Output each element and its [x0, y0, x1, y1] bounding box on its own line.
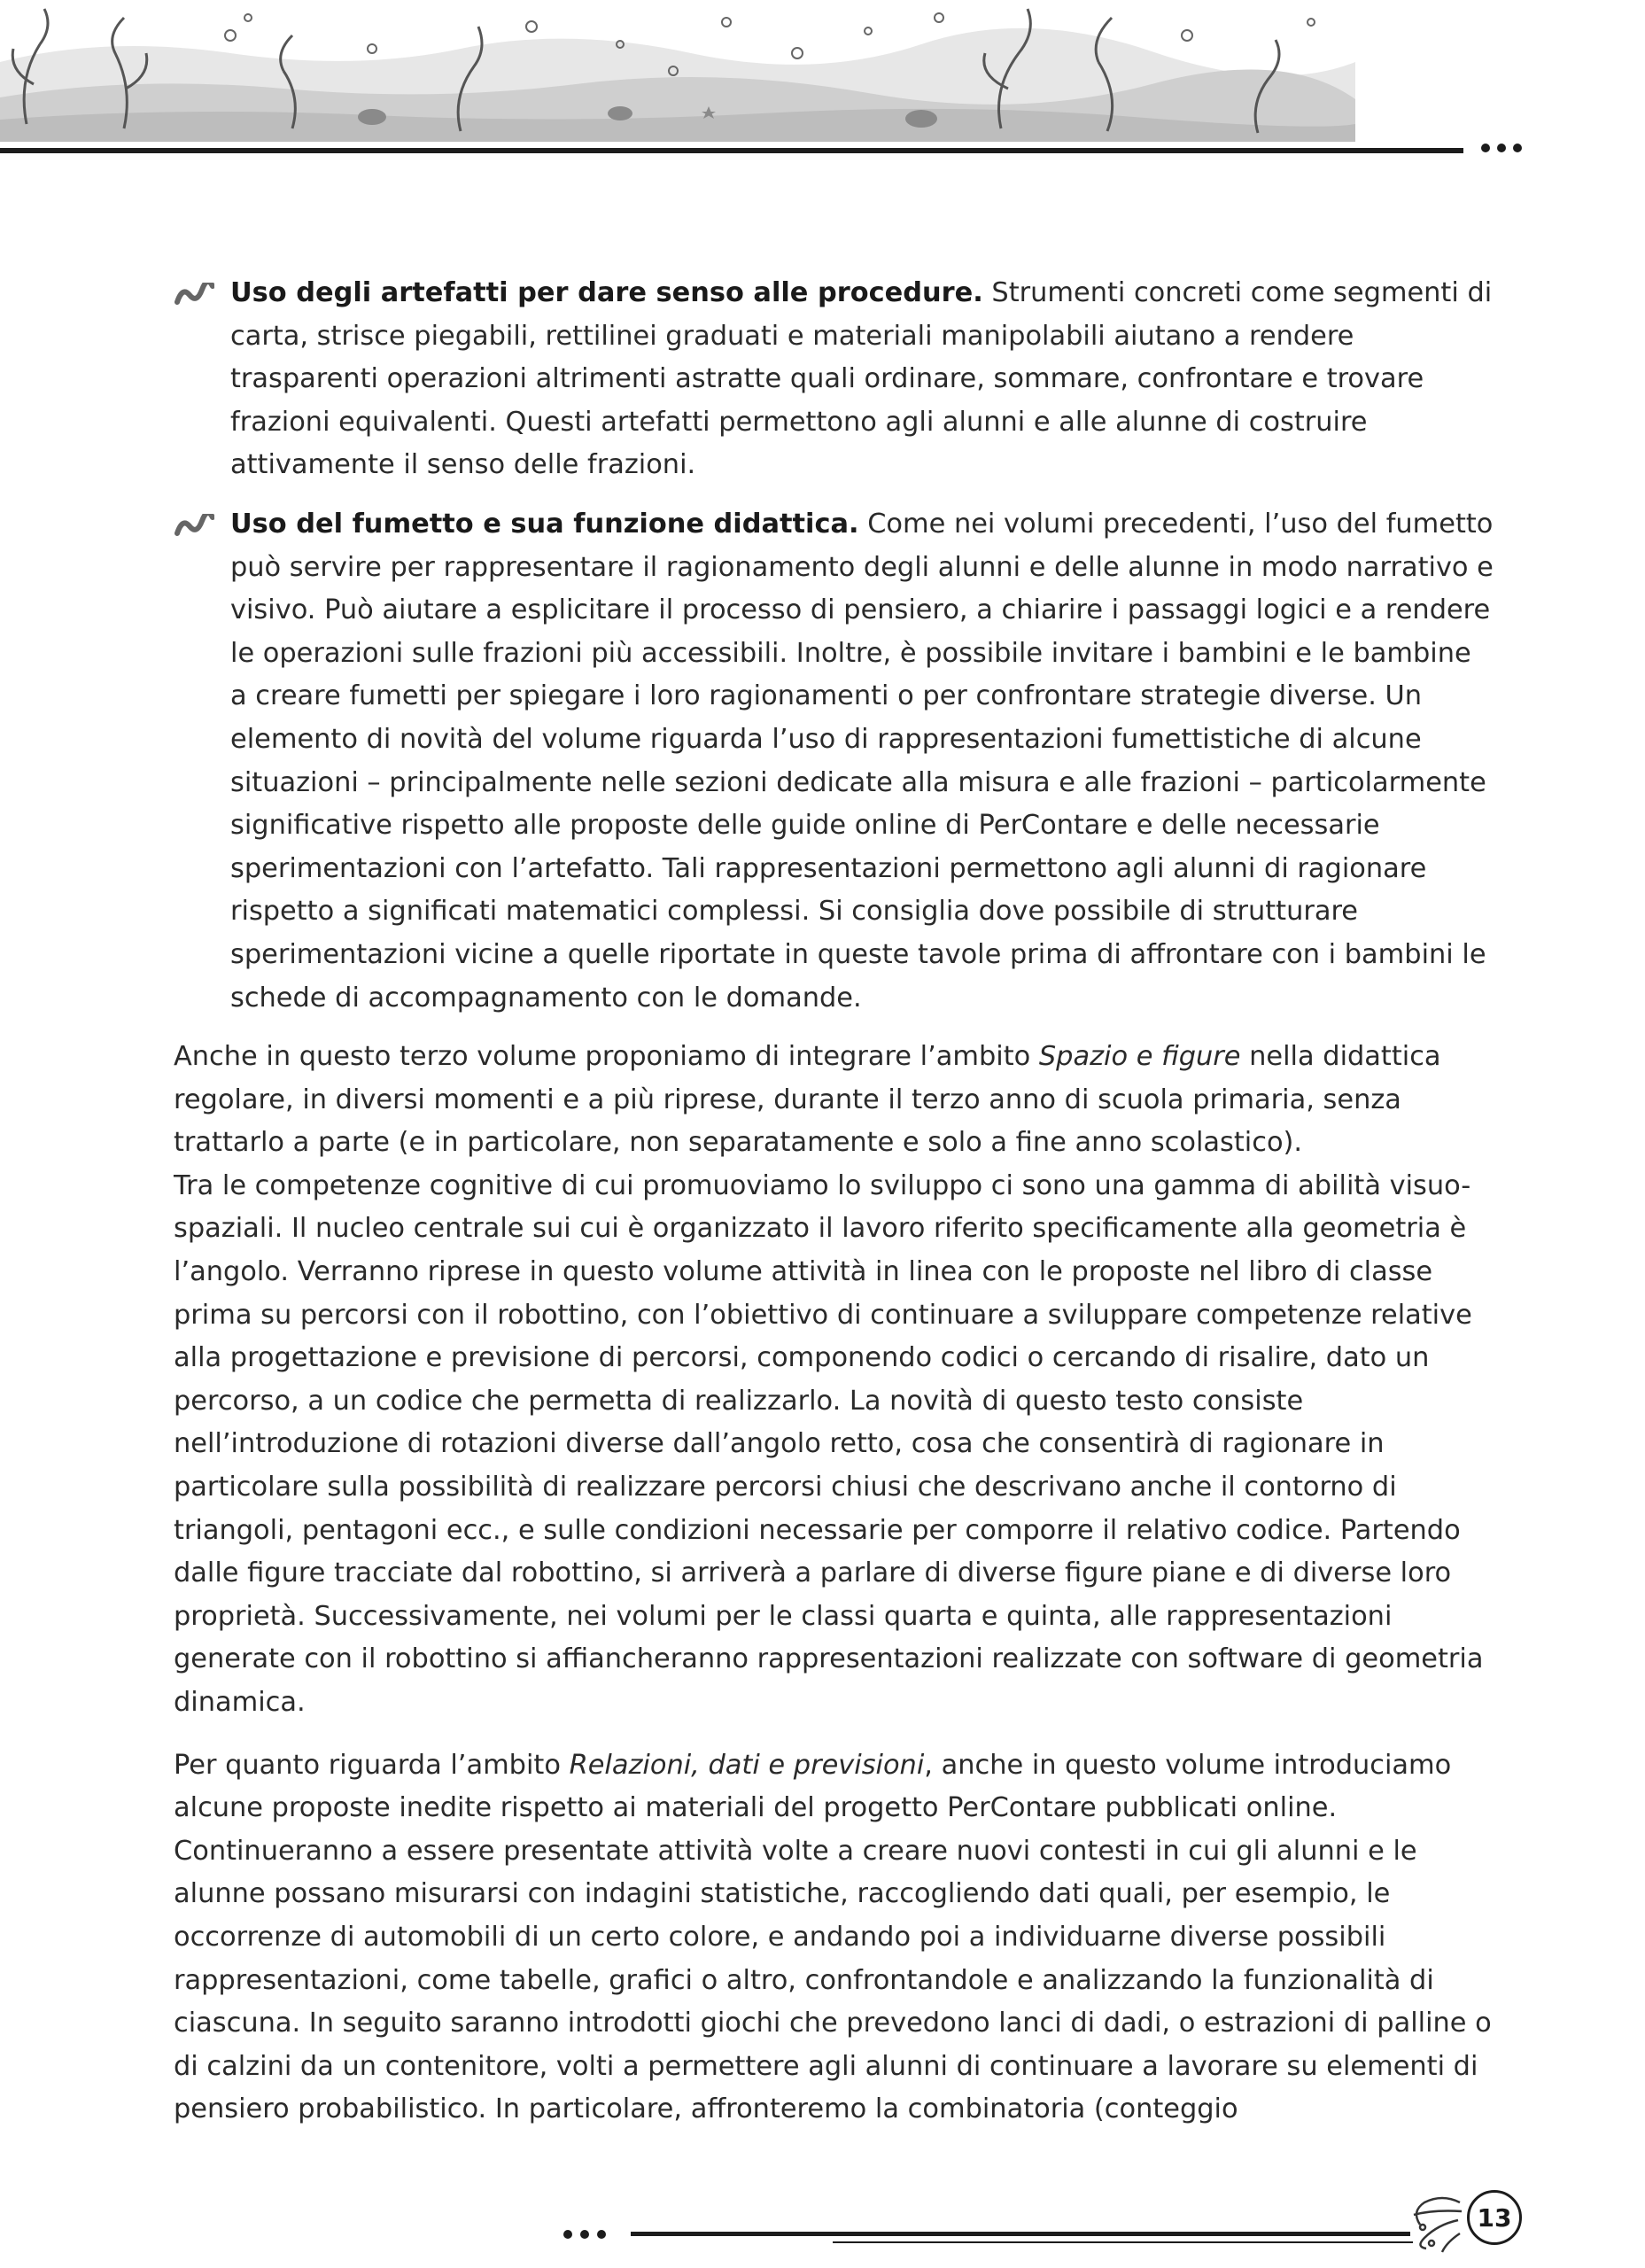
- bullet-lead: Uso degli artefatti per dare senso alle procedure.: [230, 277, 983, 308]
- paragraph-text: , anche in questo volume introduciamo alcune proposte inedite rispetto ai materiali del progetto PerContare pubblicati online. Continueranno a essere presentate attività volte a creare nuovi contesti in cui gli alunni e le alunne possano misurarsi con indagini statistiche, raccogliendo dati quali, per esempio, le occorrenze di automobili di un certo colore, e andando poi a individuarne diverse possibili rappresentazioni, come tabelle, grafici o altro, confrontandole e analizzando la funzionalità di ciascuna. In seguito saranno introdotti giochi che prevedono lanci di dadi, o estrazioni di palline o di calzini da un contenitore, volti a permettere agli alunni di continuare a lavorare su elementi di pensiero probabilistico. In particolare, affronteremo la combinatoria (conteggio: [174, 1749, 1492, 2125]
- dot: [1481, 144, 1490, 152]
- italic-term: Relazioni, dati e previsioni: [569, 1749, 925, 1781]
- paragraph: Tra le competenze cognitive di cui promuoviamo lo sviluppo ci sono una gamma di abilità visuo-spaziali. Il nucleo centrale sui cui è organizzato il lavoro riferito specificamente alla geometria è l’angolo. Verranno riprese in questo volume attività in linea con le proposte nel libro di classe prima su percorsi con il robottino, con l’obiettivo di continuare a sviluppare competenze relative alla progettazione e previsione di percorsi, componendo codici o cercando di risalire, dato un percorso, a un codice che permetta di realizzarlo. La novità di questo testo consiste nell’introduzione di rotazioni diverse dall’angolo retto, cosa che consentirà di ragionare in particolare sulla possibilità di realizzare percorsi chiusi che descrivano anche il contorno di triangoli, pentagoni ecc., e sulle condizioni necessarie per comporre il relativo codice. Partendo dalle figure tracciate dal robottino, si arriverà a parlare di diverse figure piane e di diverse loro proprietà. Successivamente, nei volumi per le classi quarta e quinta, alle rappresentazioni generate con il robottino si affiancheranno rappresentazioni realizzate con software di geometria dinamica.: [174, 1169, 1484, 1718]
- paragraph: [174, 1744, 1494, 2132]
- footer-dots: [563, 2227, 617, 2241]
- bullet-lead: Uso del fumetto e sua funzione didattica.: [230, 508, 859, 540]
- paragraph-text: nella didattica regolare, in diversi momenti e a più riprese, durante il terzo anno di scuola primaria, senza trattarlo a parte (e in particolare, non separatamente e solo a fine anno scolastico).: [174, 1041, 1441, 1159]
- header-rule: [0, 148, 1463, 153]
- bullet-item: [174, 272, 1494, 487]
- wave-bullet-icon: [174, 283, 214, 306]
- bullet-text: Strumenti concreti come segmenti di carta, strisce piegabili, rettilinei graduati e materiali manipolabili aiutano a rendere trasparenti operazioni altrimenti astratte quali ordinare, sommare, confrontare e trovare frazioni equivalenti. Questi artefatti permettono agli alunni e alle alunne di costruire attivamente il senso delle frazioni.: [230, 277, 1493, 481]
- footer-rule-thin: [833, 2241, 1413, 2243]
- footer-rule: [631, 2232, 1410, 2236]
- italic-term: Spazio e figure: [1038, 1041, 1241, 1073]
- bullet-item: [174, 503, 1494, 1020]
- bullet-text: Come nei volumi precedenti, l’uso del fumetto può servire per rappresentare il ragionamento degli alunni e delle alunne in modo narrativo e visivo. Può aiutare a esplicitare il processo di pensiero, a chiarire i passaggi logici e a rendere le operazioni sulle frazioni più accessibili. Inoltre, è possibile invitare i bambini e le bambine a creare fumetti per spiegare i loro ragionamenti o per confrontare strategie diverse. Un elemento di novità del volume riguarda l’uso di rappresentazioni fumettistiche di alcune situazioni – principalmente nelle sezioni dedicate alla misura e alle frazioni – particolarmente significative rispetto alle proposte delle guide online di PerContare e delle necessarie sperimentazioni con l’artefatto. Tali rappresentazioni permettono agli alunni di ragionare rispetto a significati matematici complessi. Si consiglia dove possibile di strutturare sperimentazioni vicine a quelle riportate in queste tavole prima di affrontare con i bambini le schede di accompagnamento con le domande.: [230, 508, 1494, 1014]
- dot: [1497, 144, 1506, 152]
- header-dots: [1481, 139, 1524, 157]
- dot: [563, 2230, 572, 2239]
- dot: [1513, 144, 1522, 152]
- paragraph: [174, 1036, 1494, 1165]
- dot: [580, 2230, 589, 2239]
- dot: [597, 2230, 606, 2239]
- page-number: 13: [1467, 2190, 1522, 2245]
- paragraph-text: Anche in questo terzo volume proponiamo di integrare l’ambito: [174, 1041, 1039, 1073]
- wave-bullet-icon: [174, 514, 214, 537]
- paragraph-text: Per quanto riguarda l’ambito: [174, 1749, 570, 1781]
- page-body: [174, 272, 1494, 2132]
- seabed-header-illustration: [0, 0, 1355, 142]
